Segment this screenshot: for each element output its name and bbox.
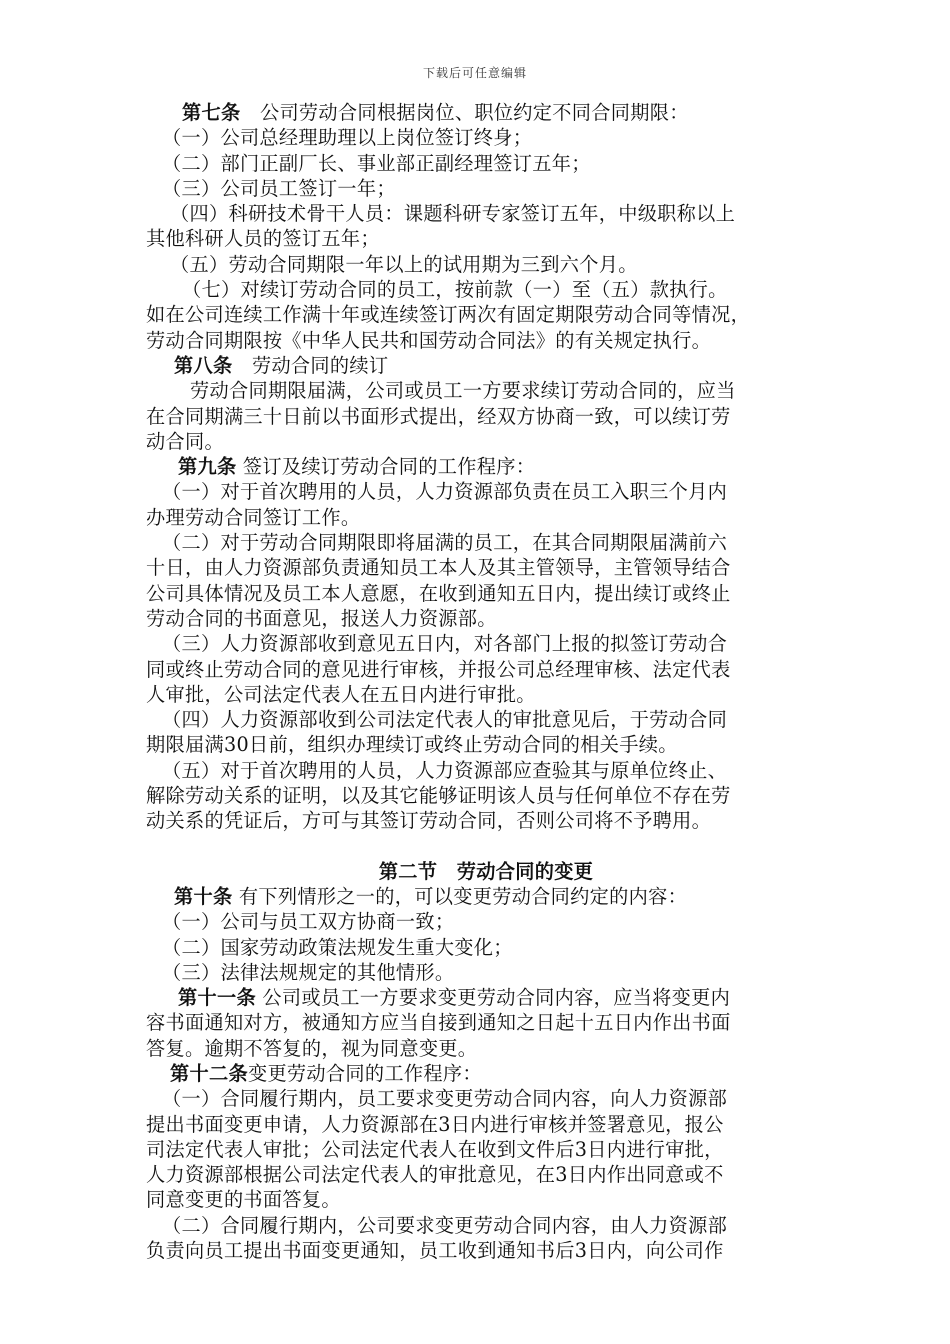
article-11-heading bbox=[146, 985, 826, 1010]
article-9-line: 同或终止劳动合同的意见进行审核，并报公司总经理审核、法定代表 bbox=[146, 657, 731, 681]
document-body bbox=[146, 100, 826, 1263]
article-7-line: （四）科研技术骨干人员：课题科研专家签订五年，中级职称以上 bbox=[170, 202, 736, 226]
article-10-line: （一）公司与员工双方协商一致； bbox=[162, 910, 455, 934]
article-11-label: 第十一条 bbox=[178, 986, 256, 1010]
article-9-line: 公司具体情况及员工本人意愿，在收到通知五日内，提出续订或终止 bbox=[146, 581, 731, 605]
article-11-line: 容书面通知对方，被通知方应当自接到通知之日起十五日内作出书面 bbox=[146, 1011, 731, 1035]
article-9-line: （二）对于劳动合同期限即将届满的员工，在其合同期限届满前六 bbox=[162, 531, 728, 555]
article-10-line: （二）国家劳动政策法规发生重大变化； bbox=[162, 935, 513, 959]
article-8-heading bbox=[146, 353, 826, 378]
article-12-label: 第十二条 bbox=[170, 1061, 248, 1085]
section-2-title: 第二节 劳动合同的变更 bbox=[378, 859, 594, 883]
article-7-line: （五）劳动合同期限一年以上的试用期为三到六个月。 bbox=[170, 252, 638, 276]
article-7-line: 如在公司连续工作满十年或连续签订两次有固定期限劳动合同等情况， bbox=[146, 303, 751, 327]
article-7-line: 劳动合同期限按《中华人民共和国劳动合同法》的有关规定执行。 bbox=[146, 328, 712, 352]
article-12-line: 人力资源部根据公司法定代表人的审批意见，在3日内作出同意或不 bbox=[146, 1163, 724, 1187]
article-9-line: （三）人力资源部收到意见五日内，对各部门上报的拟签订劳动合 bbox=[162, 632, 728, 656]
article-9-line: 期限届满30日前，组织办理续订或终止劳动合同的相关手续。 bbox=[146, 733, 678, 757]
article-7-heading bbox=[146, 100, 826, 125]
article-7-line: （七）对续订劳动合同的员工，按前款（一）至（五）款执行。 bbox=[182, 278, 728, 302]
article-9-line: 办理劳动合同签订工作。 bbox=[146, 505, 361, 529]
article-8-line: 动合同。 bbox=[146, 429, 224, 453]
article-8-label: 第八条 bbox=[174, 353, 233, 377]
article-12-line: （一）合同履行期内，员工要求变更劳动合同内容，向人力资源部 bbox=[162, 1087, 728, 1111]
section-spacer bbox=[146, 834, 826, 859]
article-9-line: （四）人力资源部收到公司法定代表人的审批意见后，于劳动合同 bbox=[162, 708, 728, 732]
article-12-title: 变更劳动合同的工作程序： bbox=[247, 1061, 482, 1085]
article-12-line: 司法定代表人审批；公司法定代表人在收到文件后3日内进行审批， bbox=[146, 1137, 724, 1161]
article-11-line: 答复。逾期不答复的，视为同意变更。 bbox=[146, 1036, 478, 1060]
article-11-title: 公司或员工一方要求变更劳动合同内容，应当将变更内 bbox=[262, 986, 731, 1010]
article-9-line: 人审批，公司法定代表人在五日内进行审批。 bbox=[146, 682, 536, 706]
article-12-heading bbox=[146, 1061, 826, 1086]
article-9-line: （五）对于首次聘用的人员，人力资源部应查验其与原单位终止、 bbox=[162, 758, 728, 782]
article-7-line: 其他科研人员的签订五年； bbox=[146, 227, 380, 251]
article-7-line: （二）部门正副厂长、事业部正副经理签订五年； bbox=[162, 151, 591, 175]
article-9-line: 解除劳动关系的证明，以及其它能够证明该人员与任何单位不存在劳 bbox=[146, 784, 731, 808]
article-7-title: 公司劳动合同根据岗位、职位约定不同合同期限： bbox=[240, 101, 689, 124]
article-10-title: 有下列情形之一的，可以变更劳动合同约定的内容： bbox=[238, 884, 688, 908]
article-8-line: 在合同期满三十日前以书面形式提出，经双方协商一致，可以续订劳 bbox=[146, 404, 731, 428]
article-9-line: 十日，由人力资源部负责通知员工本人及其主管领导，主管领导结合 bbox=[146, 556, 731, 580]
article-12-line: 提出书面变更申请，人力资源部在3日内进行审核并签署意见，报公 bbox=[146, 1112, 724, 1136]
article-9-line: 动关系的凭证后，方可与其签订劳动合同，否则公司将不予聘用。 bbox=[146, 809, 712, 833]
article-10-heading bbox=[146, 884, 826, 909]
article-7-line: （一）公司总经理助理以上岗位签订终身； bbox=[162, 126, 533, 150]
article-7-line: （三）公司员工签订一年； bbox=[162, 176, 396, 200]
page-header-note: 下载后可任意编辑 bbox=[422, 66, 527, 80]
article-12-line: 负责向员工提出书面变更通知，员工收到通知书后3日内，向公司作 bbox=[146, 1239, 724, 1263]
article-7-label: 第七条 bbox=[182, 101, 241, 124]
article-9-line: 劳动合同的书面意见，报送人力资源部。 bbox=[146, 606, 497, 630]
article-10-line: （三）法律法规规定的其他情形。 bbox=[162, 960, 455, 984]
article-8-title: 劳动合同的续订 bbox=[232, 353, 389, 377]
article-12-line: 同意变更的书面答复。 bbox=[146, 1188, 341, 1212]
article-8-line: 劳动合同期限届满，公司或员工一方要求续订劳动合同的，应当 bbox=[190, 379, 736, 403]
article-9-label: 第九条 bbox=[178, 455, 237, 479]
article-12-line: （二）合同履行期内，公司要求变更劳动合同内容，由人力资源部 bbox=[162, 1213, 728, 1237]
article-10-label: 第十条 bbox=[174, 884, 233, 908]
article-9-title: 签订及续订劳动合同的工作程序： bbox=[242, 455, 536, 479]
article-9-heading bbox=[146, 454, 826, 479]
article-9-line: （一）对于首次聘用的人员，人力资源部负责在员工入职三个月内 bbox=[162, 480, 728, 504]
